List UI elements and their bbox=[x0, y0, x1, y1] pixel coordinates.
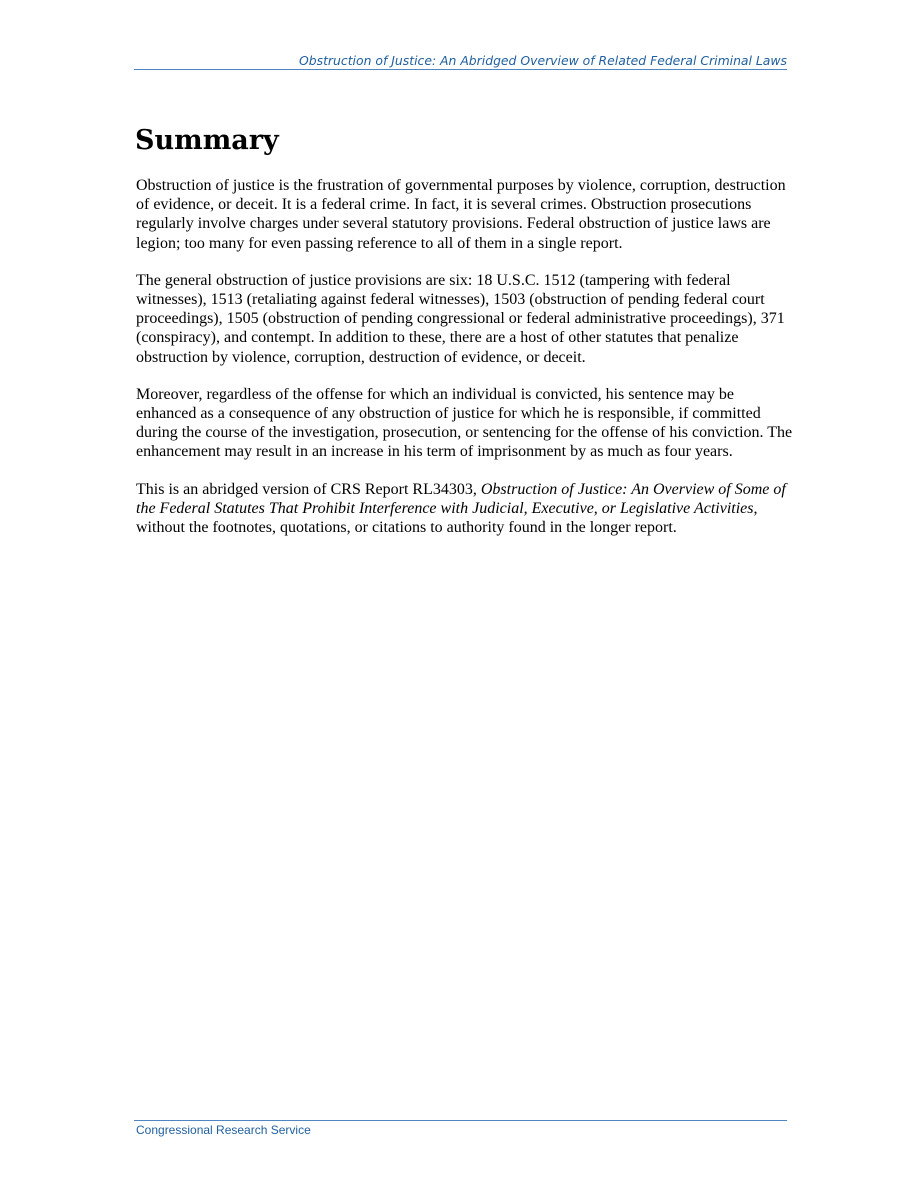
summary-body bbox=[136, 176, 796, 555]
summary-paragraph-3: Moreover, regardless of the offense for which an individual is convicted, his sentence may be enhanced as a consequence of any obstruction of justice for which he is responsible, if committed during the course of the investigation, prosecution, or sentencing for the offense of his conviction. The enhancement may result in an increase in his term of imprisonment by as much as four years. bbox=[136, 385, 793, 461]
footer-divider bbox=[134, 1120, 787, 1121]
paragraph-4-lead: This is an abridged version of CRS Report RL34303, bbox=[136, 480, 481, 498]
header-divider bbox=[134, 69, 787, 70]
report-title-italic: Obstruction of Justice: An Overview of Some of the Federal Statutes That Prohibit Interference with Judicial, Executive, or Legislative Activities bbox=[136, 480, 786, 517]
section-heading: Summary bbox=[135, 125, 279, 156]
paragraph-4-tail: , without the footnotes, quotations, or citations to authority found in the longer report. bbox=[136, 499, 758, 537]
summary-paragraph-2: The general obstruction of justice provisions are six: 18 U.S.C. 1512 (tampering with federal witnesses), 1513 (retaliating against federal witnesses), 1503 (obstruction of pending federal court proceedings), 1505 (obstruction of pending congressional or federal administrative proceedings), 371 (conspiracy), and contempt. In addition to these, there are a host of other statutes that penalize obstruction by violence, corruption, destruction of evidence, or deceit. bbox=[136, 271, 785, 366]
footer-organization: Congressional Research Service bbox=[136, 1123, 311, 1137]
running-header-title: Obstruction of Justice: An Abridged Overview of Related Federal Criminal Laws bbox=[299, 53, 787, 68]
summary-paragraph-4 bbox=[136, 480, 796, 538]
summary-paragraph-1: Obstruction of justice is the frustration of governmental purposes by violence, corruption, destruction of evidence, or deceit. It is a federal crime. In fact, it is several crimes. Obstruction prosecutions regularly involve charges under several statutory provisions. Federal obstruction of justice laws are legion; too many for even passing reference to all of them in a single report. bbox=[136, 177, 786, 252]
